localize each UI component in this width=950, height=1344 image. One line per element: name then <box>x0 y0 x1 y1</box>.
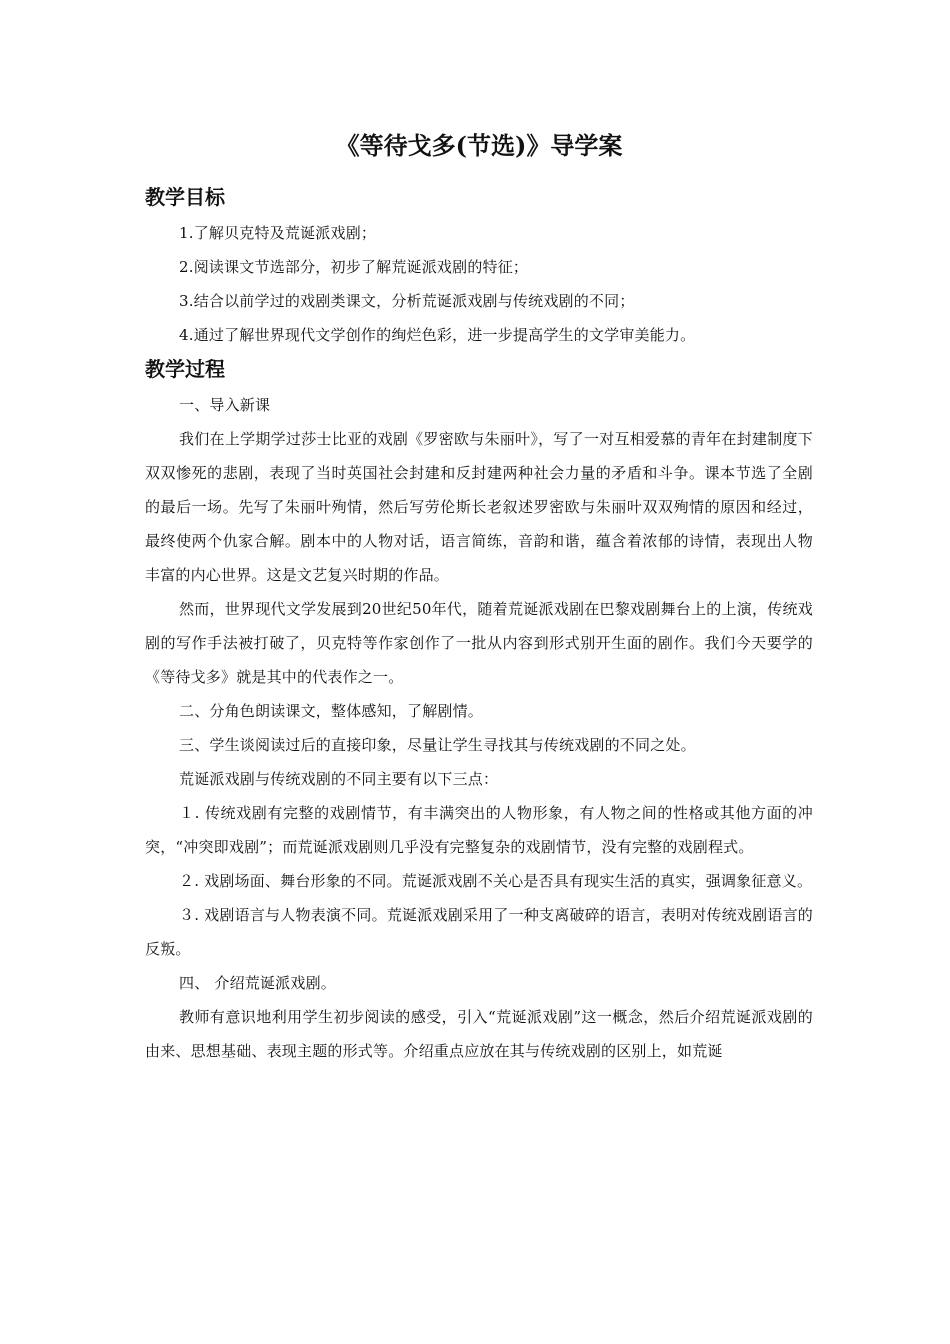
objective-item: 1.了解贝克特及荒诞派戏剧； <box>179 224 377 242</box>
document-title: 《等待戈多(节选)》导学案 <box>335 131 623 160</box>
objective-item: 4.通过了解世界现代文学创作的绚烂色彩，进一步提高学生的文学审美能力。 <box>179 326 696 344</box>
section-heading-process: 教学过程 <box>145 357 225 381</box>
section-heading-objectives: 教学目标 <box>145 185 225 209</box>
process-step-heading: 一、导入新课 <box>179 396 271 414</box>
body-paragraph: 我们在上学期学过莎士比亚的戏剧《罗密欧与朱丽叶》，写了一对互相爱慕的青年在封建制度下双双惨死的悲剧，表现了当时英国社会封建和反封建两种社会力量的矛盾和斗争。课本节选了全剧的最后一场。先写了朱丽叶殉情，然后写劳伦斯长老叙述罗密欧与朱丽叶双双殉情的原因和经过，最终使两个仇家合解。剧本中的人物对话，语言简练，音韵和谐，蕴含着浓郁的诗情，表现出人物丰富的内心世界。这是文艺复兴时期的作品。 <box>145 430 813 584</box>
process-step-heading: 二、分角色朗读课文，整体感知，了解剧情。 <box>179 702 484 720</box>
objective-item: 2.阅读课文节选部分，初步了解荒诞派戏剧的特征； <box>179 258 529 276</box>
body-paragraph: 教师有意识地利用学生初步阅读的感受，引入“荒诞派戏剧”这一概念，然后介绍荒诞派戏剧的由来、思想基础、表现主题的形式等。介绍重点应放在其与传统戏剧的区别上，如荒诞 <box>145 1008 813 1060</box>
difference-item: １. 传统戏剧有完整的戏剧情节，有丰满突出的人物形象，有人物之间的性格或其他方面的冲突，“冲突即戏剧”；而荒诞派戏剧则几乎没有完整复杂的戏剧情节，没有完整的戏剧程式。 <box>145 804 813 856</box>
process-step-heading: 四、 介绍荒诞派戏剧。 <box>179 974 336 992</box>
difference-item: ２. 戏剧场面、舞台形象的不同。荒诞派戏剧不关心是否具有现实生活的真实，强调象征意义。 <box>179 872 813 890</box>
body-paragraph: 荒诞派戏剧与传统戏剧的不同主要有以下三点： <box>179 770 499 788</box>
body-paragraph: 然而，世界现代文学发展到20世纪50年代，随着荒诞派戏剧在巴黎戏剧舞台上的上演，传统戏剧的写作手法被打破了，贝克特等作家创作了一批从内容到形式别开生面的剧作。我们今天要学的《等待戈多》就是其中的代表作之一。 <box>145 600 813 686</box>
process-step-heading: 三、学生谈阅读过后的直接印象，尽量让学生寻找其与传统戏剧的不同之处。 <box>179 736 696 754</box>
difference-item: ３. 戏剧语言与人物表演不同。荒诞派戏剧采用了一种支离破碎的语言，表明对传统戏剧语言的反叛。 <box>145 906 813 958</box>
objective-item: 3.结合以前学过的戏剧类课文，分析荒诞派戏剧与传统戏剧的不同； <box>179 292 635 310</box>
document-body <box>145 128 813 1068</box>
